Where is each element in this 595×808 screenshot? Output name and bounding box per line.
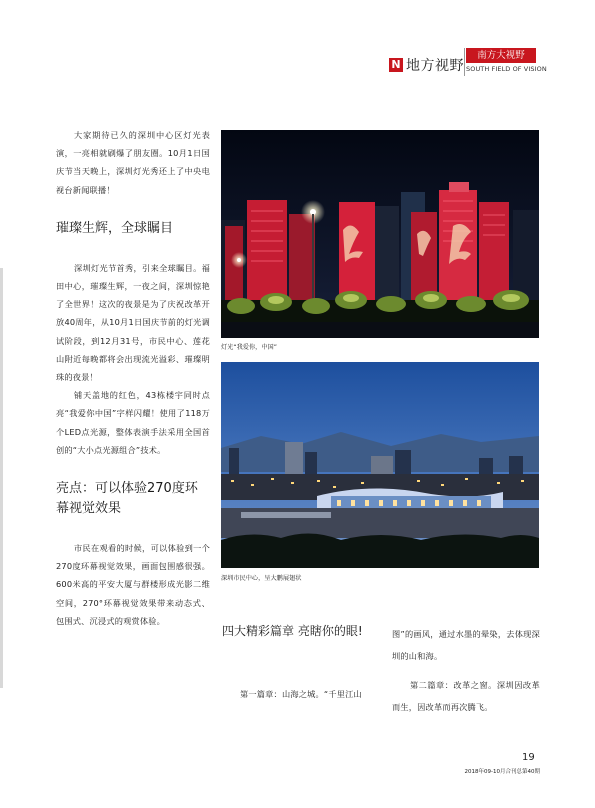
section3-paragraph-1: 第一篇章：山海之城。“千里江山 <box>240 689 362 699</box>
section1-paragraph-2: 铺天盖地的红色，43栋楼宇同时点亮“我爱你中国”字样闪耀！使用了118万个LED点光源，整体表演手法采用全国首创的“大小点光源组合”技术。 <box>56 390 210 455</box>
page-number: 19 <box>522 752 535 763</box>
section1-paragraph-1: 深圳灯光节首秀，引来全球瞩目。福田中心，璀璨生辉，一夜之间，深圳惊艳了全世界！这次的夜景是为了庆祝改革开放40周年，从10月1日国庆节前的灯光调试阶段，到12月31号，市民中心、莲花山附近每晚都将会出现流光溢彩、璀璨明珠的夜景！ <box>56 262 210 383</box>
right-column <box>392 624 540 718</box>
middle-column <box>222 684 384 706</box>
photo1-caption: 灯光“我爱你，中国” <box>221 344 277 351</box>
civic-center-photo <box>221 362 539 568</box>
section3-paragraph-3: 第二篇章：改革之窗。深圳因改革而生，因改革而再次腾飞。 <box>392 680 540 712</box>
page-margin-rule <box>0 268 3 688</box>
section2-paragraph-1: 市民在观看的时候，可以体验到一个270度环幕视觉效果，画面包围感很强。600米高的平安大厦与群楼形成光影二维空间，270°环幕视觉效果带来动态式、包围式、沉浸式的观赏体验。 <box>56 543 210 626</box>
magazine-english-name: SOUTH FIELD OF VISION <box>466 65 547 73</box>
intro-paragraph: 大家期待已久的深圳中心区灯光表演，一亮相就刷爆了朋友圈。10月1日国庆节当天晚上，深圳灯光秀还上了中央电视台新闻联播！ <box>56 130 210 195</box>
magazine-logo-icon: N <box>389 58 403 72</box>
section-heading-2: 亮点：可以体验270度环幕视觉效果 <box>56 481 198 517</box>
skyline-light-show-photo <box>221 130 539 338</box>
section-title: 地方视野 <box>406 58 464 74</box>
section-heading-3: 四大精彩篇章 亮瞎你的眼! <box>222 624 363 638</box>
section3-paragraph-2: 图”的画风，通过水墨的晕染，去体现深圳的山和海。 <box>392 629 540 661</box>
issue-info: 2018年09-10月合刊总第40期 <box>464 769 540 775</box>
left-column <box>56 126 210 630</box>
section-heading-1: 璀璨生辉，全球瞩目 <box>56 220 174 236</box>
header-divider <box>464 48 465 76</box>
magazine-name-badge: 南方大视野 <box>466 48 536 63</box>
photo2-caption: 深圳市民中心，呈大鹏展翅状 <box>221 575 302 582</box>
